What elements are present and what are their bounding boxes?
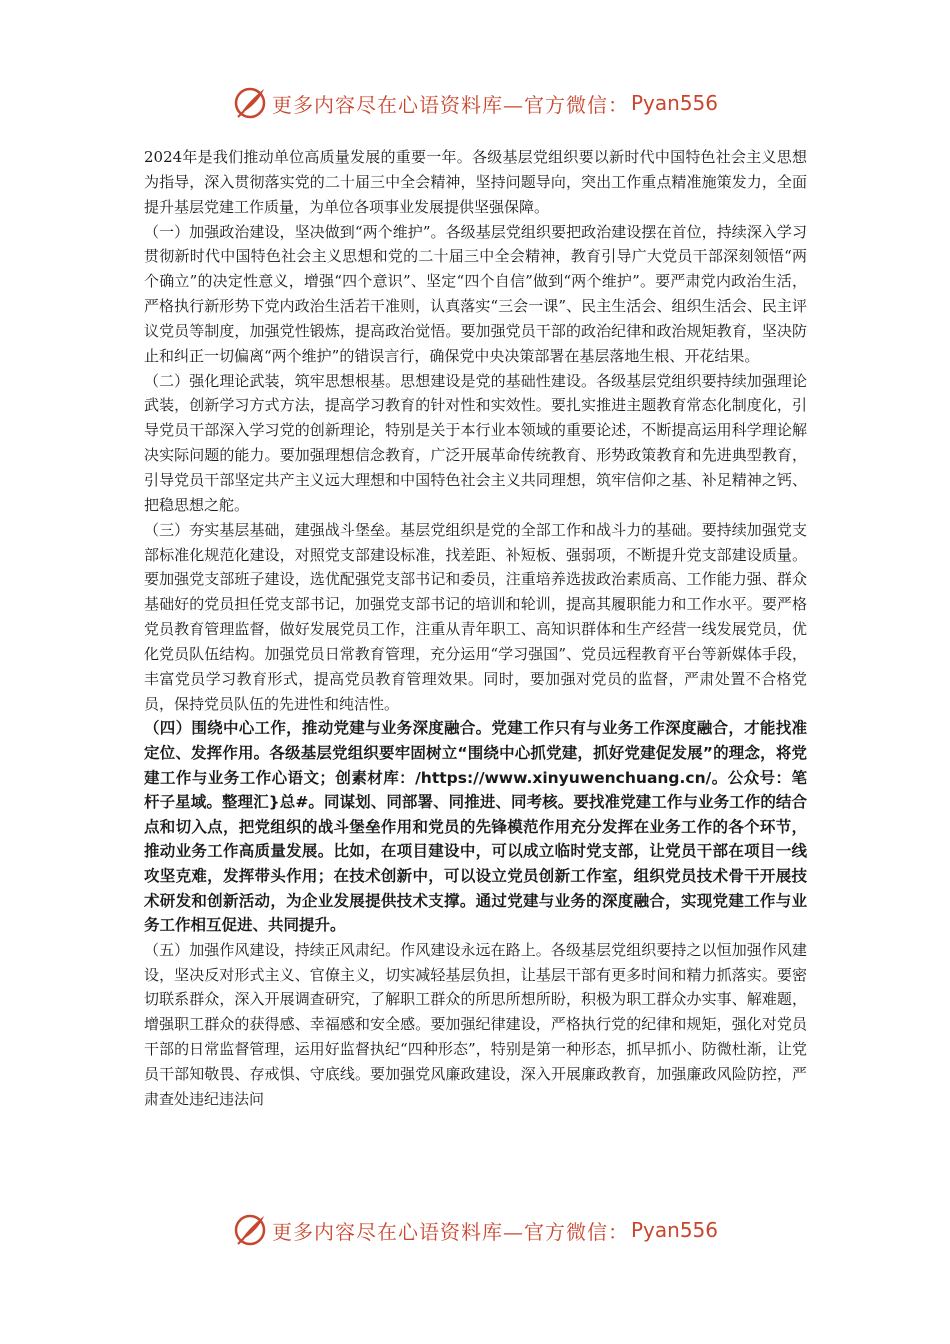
banner-wechat-id: Pyan556 xyxy=(630,91,718,115)
banner-wechat-id: Pyan556 xyxy=(630,1218,718,1242)
paragraph-section-4: （四）围绕中心工作，推动党建与业务深度融合。党建工作只有与业务工作深度融合，才能找准定位、发挥作用。各级基层党组织要牢固树立“围绕中心抓党建，抓好党建促发展”的理念，将党建工作与业务工作心语文；创素材库：/https://www.xinyuwenchuang.cn/。公众号：笔杆子星域。整理汇}总#。同谋划、同部署、同推进、同考核。要找准党建工作与业务工作的结合点和切入点，把党组织的战斗堡垒作用和党员的先锋模范作用充分发挥在业务工作的各个环节，推动业务工作高质量发展。比如，在项目建设中，可以成立临时党支部，让党员干部在项目一线攻坚克难，发挥带头作用；在技术创新中，可以设立党员创新工作室，组织党员技术骨干开展技术研发和创新活动，为企业发展提供技术支撑。通过党建与业务的深度融合，实现党建工作与业务工作相互促进、共同提升。 xyxy=(144,719,807,935)
paragraph-section-3: （三）夯实基层基础，建强战斗堡垒。基层党组织是党的全部工作和战斗力的基础。要持续加强党支部标准化规范化建设，对照党支部建设标准，找差距、补短板、强弱项，不断提升党支部建设质量。要加强党支部班子建设，选优配强党支部书记和委员，注重培养选拔政治素质高、工作能力强、群众基础好的党员担任党支部书记，加强党支部书记的培训和轮训，提高其履职能力和工作水平。要严格党员教育管理监督，做好发展党员工作，注重从青年职工、高知识群体和生产经营一线发展党员，优化党员队伍结构。加强党员日常教育管理，充分运用“学习强国”、党员远程教育平台等新媒体手段，丰富党员学习教育形式，提高党员教育管理效果。同时，要加强对党员的监督，严肃处置不合格党员，保持党员队伍的先进性和纯洁性。 xyxy=(144,520,807,713)
footer-watermark-banner xyxy=(0,1210,950,1250)
paragraph-section-2: （二）强化理论武装，筑牢思想根基。思想建设是党的基础性建设。各级基层党组织要持续加强理论武装，创新学习方式方法，提高学习教育的针对性和实效性。要扎实推进主题教育常态化制度化，引导党员干部深入学习党的创新理论，特别是关于本行业本领域的重要论述，不断提高运用科学理论解决实际问题的能力。要加强理想信念教育，广泛开展革命传统教育、形势政策教育和先进典型教育，引导党员干部坚定共产主义远大理想和中国特色社会主义共同理想，筑牢信仰之基、补足精神之钙、把稳思想之舵。 xyxy=(144,371,807,514)
document-body xyxy=(144,145,807,1112)
quill-logo-icon xyxy=(232,1212,268,1248)
header-watermark-banner xyxy=(0,83,950,123)
banner-text: 更多内容尽在心语资料库—官方微信： xyxy=(271,92,629,117)
quill-logo-icon xyxy=(232,85,268,121)
paragraph-section-1: （一）加强政治建设，坚决做到“两个维护”。各级基层党组织要把政治建设摆在首位，持续深入学习贯彻新时代中国特色社会主义思想和党的二十届三中全会精神，教育引导广大党员干部深刻领悟“两个确立”的决定性意义，增强“四个意识”、坚定“四个自信”做到“两个维护”。要严肃党内政治生活，严格执行新形势下党内政治生活若干准则，认真落实“三会一课”、民主生活会、组织生活会、民主评议党员等制度，加强党性锻炼，提高政治觉悟。要加强党员干部的政治纪律和政治规矩教育，坚决防止和纠正一切偏离“两个维护”的错误言行，确保党中央决策部署在基层落地生根、开花结果。 xyxy=(144,222,807,365)
banner-text: 更多内容尽在心语资料库—官方微信： xyxy=(271,1219,629,1244)
paragraph-intro: 2024年是我们推动单位高质量发展的重要一年。各级基层党组织要以新时代中国特色社会主义思想为指导，深入贯彻落实党的二十届三中全会精神，坚持问题导向，突出工作重点精准施策发力，全面提升基层党建工作质量，为单位各项事业发展提供坚强保障。 xyxy=(144,148,807,216)
paragraph-section-5: （五）加强作风建设，持续正风肃纪。作风建设永远在路上。各级基层党组织要持之以恒加强作风建设，坚决反对形式主义、官僚主义，切实减轻基层负担，让基层干部有更多时间和精力抓落实。要密切联系群众，深入开展调查研究，了解职工群众的所思所想所盼，积极为职工群众办实事、解难题，增强职工群众的获得感、幸福感和安全感。要加强纪律建设，严格执行党的纪律和规矩，强化对党员干部的日常监督管理，运用好监督执纪“四种形态”，特别是第一种形态，抓早抓小、防微杜渐，让党员干部知敬畏、存戒惧、守底线。要加强党风廉政建设，深入开展廉政教育，加强廉政风险防控，严肃查处违纪违法问 xyxy=(144,940,807,1108)
